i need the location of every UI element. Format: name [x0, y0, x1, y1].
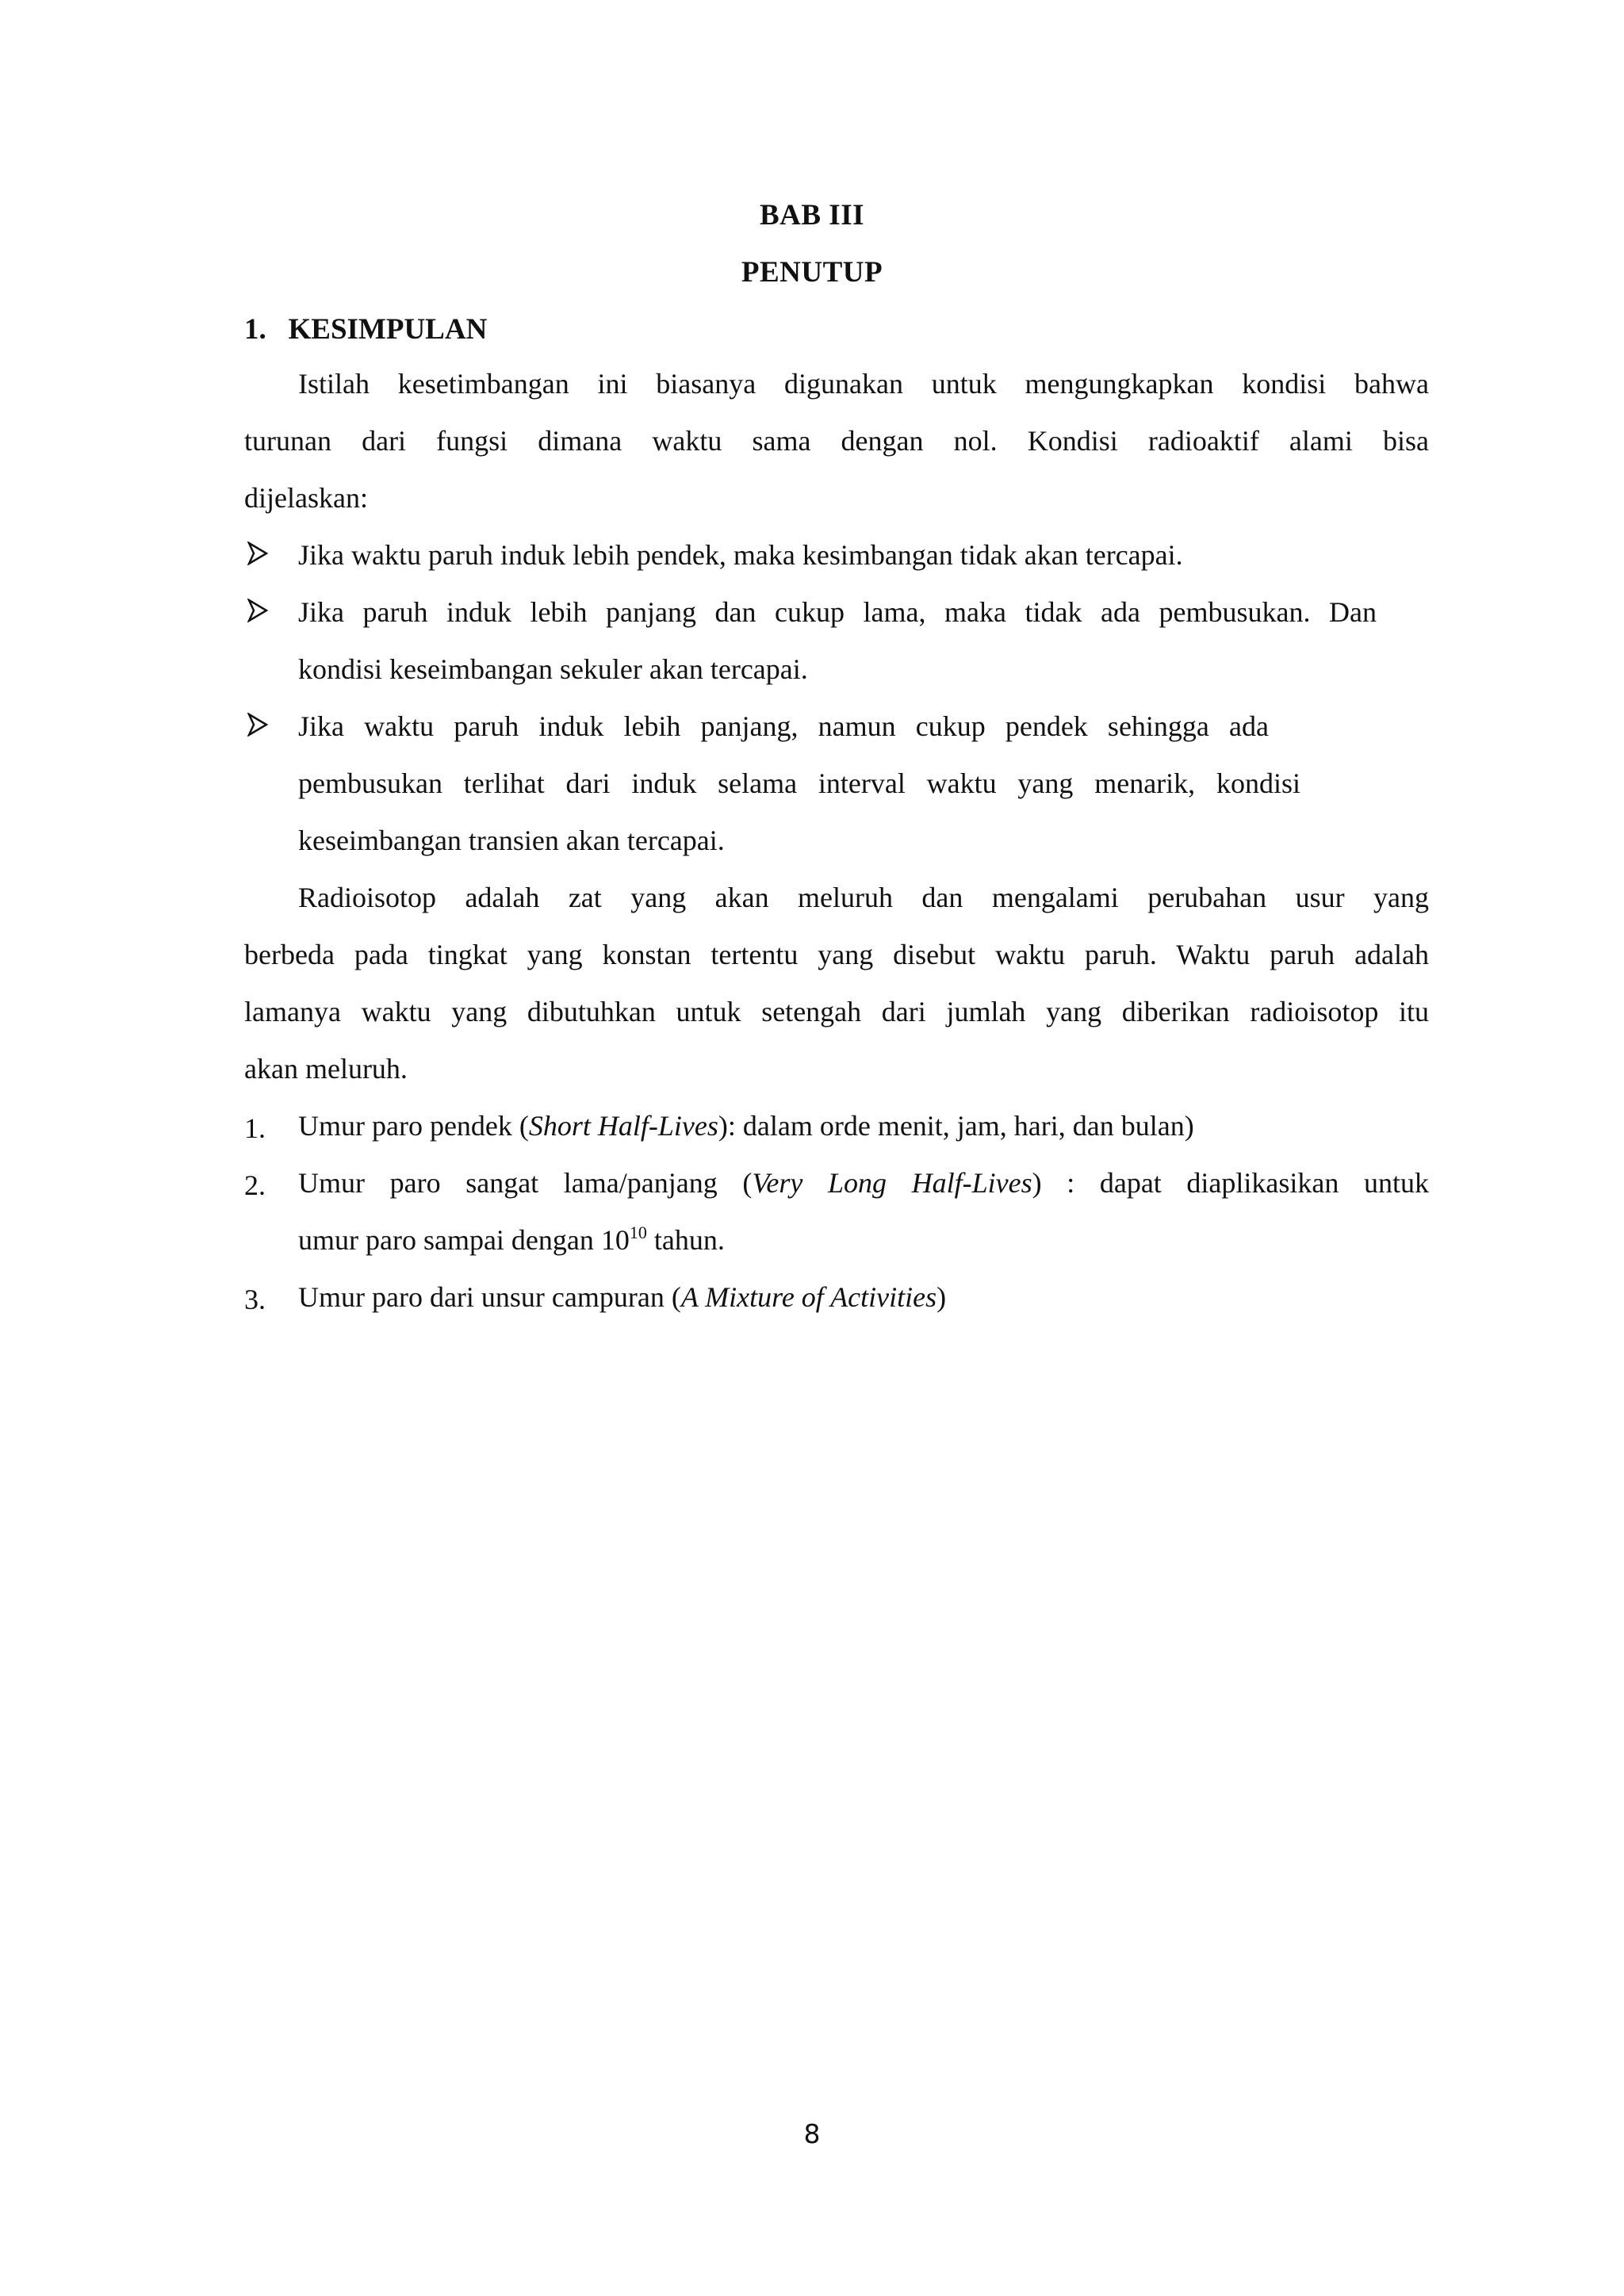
- section-heading: [244, 312, 487, 346]
- paragraph-1-line-1: Istilah kesetimbangan ini biasanya digunakan untuk mengungkapkan kondisi bahwa: [298, 368, 1429, 400]
- arrow-bullet-icon: [247, 541, 268, 565]
- item-2-text: Umur paro sangat lama/panjang (: [298, 1167, 753, 1199]
- item-3-text: Umur paro dari unsur campuran (: [298, 1281, 681, 1313]
- bullet-3-line-1: Jika waktu paruh induk lebih panjang, namun cukup pendek sehingga ada: [298, 710, 1269, 742]
- chapter-heading: BAB III: [759, 199, 865, 232]
- numbered-item-1: [298, 1112, 1194, 1140]
- section-title: KESIMPULAN: [288, 313, 488, 346]
- list-number-3: 3.: [244, 1284, 266, 1315]
- paragraph-2-line-3: lamanya waktu yang dibutuhkan untuk setengah dari jumlah yang diberikan radioisotop itu: [244, 996, 1429, 1027]
- paragraph-2-line-1: Radioisotop adalah zat yang akan meluruh dan mengalami perubahan usur yang: [298, 882, 1429, 913]
- exponent: 10: [629, 1223, 647, 1242]
- item-2-line-2-end: tahun.: [646, 1224, 725, 1256]
- numbered-item-2: [298, 1169, 1429, 1197]
- numbered-item-2-line-2: [298, 1223, 725, 1256]
- item-1-italic-term: Short Half-Lives: [528, 1110, 718, 1142]
- arrow-bullet-icon: [247, 599, 268, 622]
- chapter-title: PENUTUP: [741, 256, 883, 289]
- bullet-1-line-1: Jika waktu paruh induk lebih pendek, maka kesimbangan tidak akan tercapai.: [298, 539, 1183, 571]
- section-number: 1.: [244, 313, 266, 346]
- page-number: 8: [803, 2118, 821, 2149]
- arrow-bullet-icon: [247, 713, 268, 737]
- paragraph-2-line-4: akan meluruh.: [244, 1053, 408, 1085]
- paragraph-1-line-3: dijelaskan:: [244, 482, 368, 514]
- item-1-text-end: ): dalam orde menit, jam, hari, dan bulan): [718, 1110, 1194, 1142]
- item-2-text-end: ) : dapat diaplikasikan untuk: [1032, 1167, 1430, 1199]
- list-number-2: 2.: [244, 1169, 266, 1201]
- item-1-text: Umur paro pendek (: [298, 1110, 529, 1142]
- item-3-italic-term: A Mixture of Activities: [680, 1281, 937, 1313]
- item-2-line-2-text: umur paro sampai dengan 10: [298, 1224, 630, 1256]
- bullet-3-line-3: keseimbangan transien akan tercapai.: [298, 825, 725, 856]
- item-3-text-end: ): [936, 1281, 947, 1313]
- numbered-item-3: [298, 1283, 946, 1311]
- paragraph-1-line-2: turunan dari fungsi dimana waktu sama dengan nol. Kondisi radioaktif alami bisa: [244, 425, 1429, 457]
- bullet-2-line-1: Jika paruh induk lebih panjang dan cukup lama, maka tidak ada pembusukan. Dan: [298, 596, 1377, 628]
- list-number-1: 1.: [244, 1112, 266, 1144]
- bullet-3-line-2: pembusukan terlihat dari induk selama interval waktu yang menarik, kondisi: [298, 767, 1300, 799]
- bullet-2-line-2: kondisi keseimbangan sekuler akan tercapai.: [298, 653, 808, 685]
- item-2-italic-term: Very Long Half-Lives: [752, 1167, 1032, 1199]
- paragraph-2-line-2: berbeda pada tingkat yang konstan tertentu yang disebut waktu paruh. Waktu paruh adalah: [244, 939, 1429, 970]
